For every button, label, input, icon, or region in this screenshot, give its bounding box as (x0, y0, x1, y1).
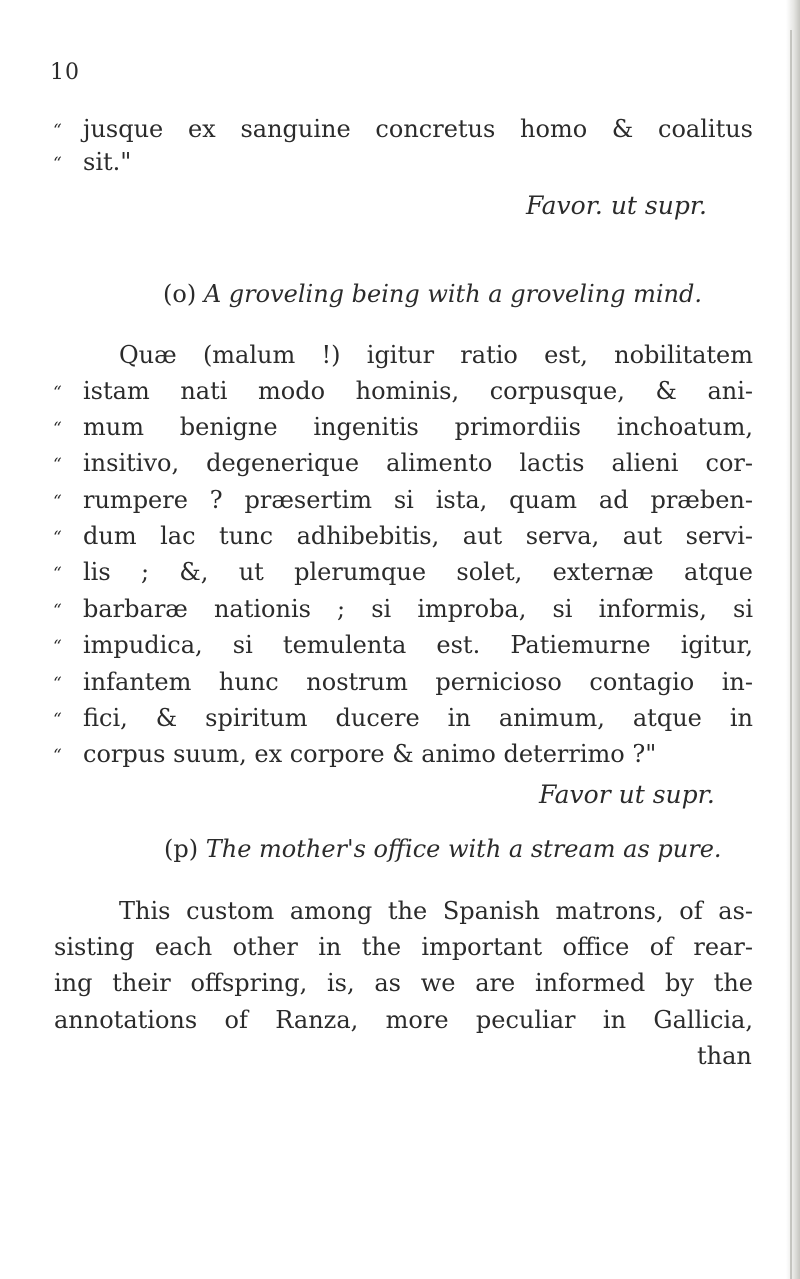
citation: Favor ut supr. (539, 780, 715, 809)
quote-mark: “ (53, 564, 62, 584)
quote-mark: “ (53, 601, 62, 621)
page-number: 10 (50, 60, 80, 85)
note-title: The mother's office with a stream as pure. (205, 835, 722, 863)
text-line: jusque ex sanguine concretus homo & coalitus (83, 115, 753, 143)
text-line: insitivo, degenerique alimento lactis alieni cor- (83, 449, 753, 477)
quote-mark: “ (53, 637, 62, 657)
citation: Favor. ut supr. (526, 191, 708, 220)
quote-mark: “ (53, 492, 62, 512)
note-heading-p (164, 834, 722, 864)
text-line: This custom among the Spanish matrons, of as- (119, 897, 753, 925)
text-line: sit." (83, 148, 132, 176)
page-edge-shadow (786, 0, 800, 1279)
page-edge-line (790, 30, 792, 1279)
quote-mark: “ (53, 746, 62, 766)
text-line: istam nati modo hominis, corpusque, & ani- (83, 377, 753, 405)
quote-mark: “ (53, 674, 62, 694)
catchword: than (697, 1042, 752, 1070)
text-line: ing their offspring, is, as we are informed by the (54, 969, 753, 997)
quote-mark: “ (53, 528, 62, 548)
text-line: dum lac tunc adhibebitis, aut serva, aut servi- (83, 522, 753, 550)
note-marker: (p) (164, 835, 199, 863)
text-line: barbaræ nationis ; si improba, si informis, si (83, 595, 753, 623)
text-line: Quæ (malum !) igitur ratio est, nobilitatem (119, 341, 753, 369)
text-line: mum benigne ingenitis primordiis inchoatum, (83, 413, 753, 441)
quote-mark: “ (53, 383, 62, 403)
quote-mark: “ (53, 419, 62, 439)
quote-mark: “ (53, 710, 62, 730)
text-line: corpus suum, ex corpore & animo deterrimo ?" (83, 740, 657, 768)
note-marker: (o) (163, 280, 197, 308)
text-line: fici, & spiritum ducere in animum, atque in (83, 704, 753, 732)
quote-mark: “ (53, 154, 62, 174)
text-line: impudica, si temulenta est. Patiemurne igitur, (83, 631, 753, 659)
text-line: infantem hunc nostrum pernicioso contagio in- (83, 668, 753, 696)
text-line: annotations of Ranza, more peculiar in Gallicia, (54, 1006, 753, 1034)
note-heading-o (163, 279, 702, 309)
note-title: A groveling being with a groveling mind. (203, 280, 702, 308)
text-line: rumpere ? præsertim si ista, quam ad præben- (83, 486, 753, 514)
text-line: sisting each other in the important office of rear- (54, 933, 753, 961)
quote-mark: “ (53, 455, 62, 475)
text-line: lis ; &, ut plerumque solet, externæ atque (83, 558, 753, 586)
quote-mark: “ (53, 121, 62, 141)
